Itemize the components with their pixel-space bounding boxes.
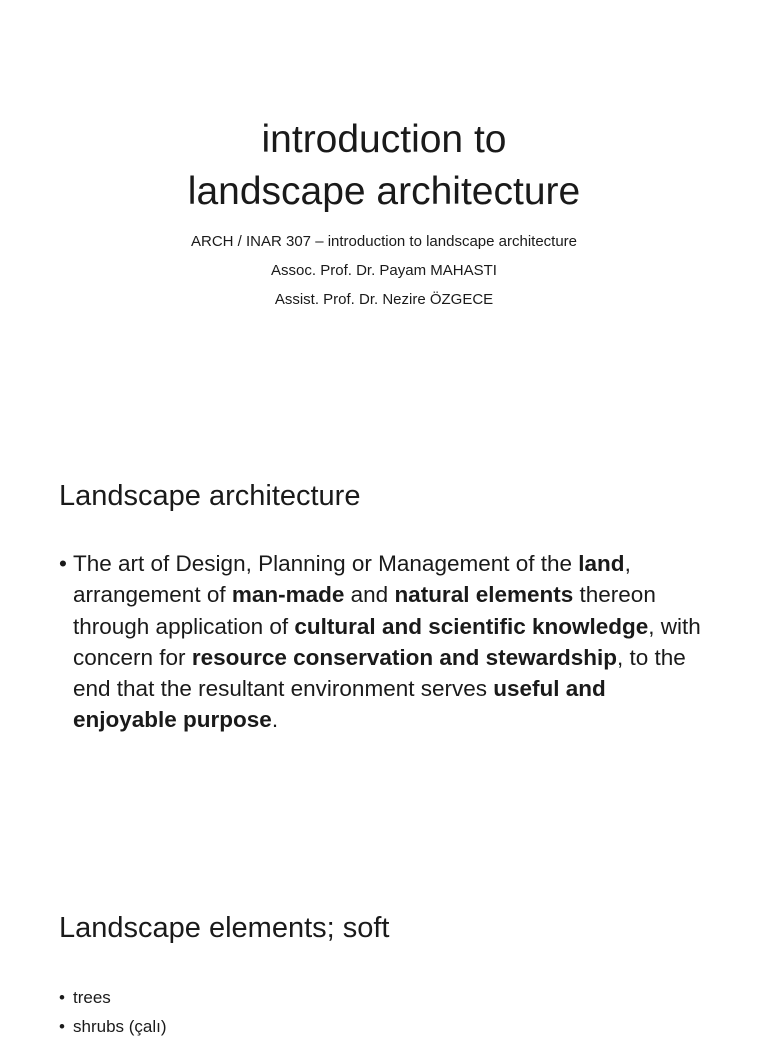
- author-1: Assoc. Prof. Dr. Payam MAHASTI: [271, 262, 497, 279]
- definition-text: • The art of Design, Planning or Management of the land, arrangement of man-made and natural elements thereon through application of cultural and scientific knowledge, with concern for resource conservation and stewardship, to the end that the resultant environment serves useful and enjoyable purpose.: [59, 548, 709, 736]
- course-code: ARCH / INAR 307 – introduction to landscape architecture: [190, 233, 578, 250]
- soft-elements-list: [59, 983, 167, 1041]
- bullet-icon: •: [59, 988, 65, 1007]
- bullet-icon: •: [59, 1017, 65, 1036]
- title-slide: [0, 0, 768, 330]
- deck-title-line-1: introduction to: [261, 118, 507, 161]
- deck-title: [0, 114, 768, 218]
- subtitle-block: [0, 227, 768, 314]
- author-2: Assist. Prof. Dr. Nezire ÖZGECE: [274, 291, 494, 308]
- soft-elements-heading: Landscape elements; soft: [59, 912, 390, 944]
- bullet-icon: •: [59, 551, 67, 576]
- definition-heading: Landscape architecture: [59, 480, 361, 512]
- definition-bullet: [59, 548, 709, 736]
- list-item: • shrubs (çalı): [59, 1012, 167, 1041]
- definition-slide: [0, 452, 768, 782]
- list-item: • trees: [59, 983, 167, 1012]
- deck-title-line-2: landscape architecture: [187, 170, 581, 213]
- soft-elements-slide: [0, 890, 768, 1036]
